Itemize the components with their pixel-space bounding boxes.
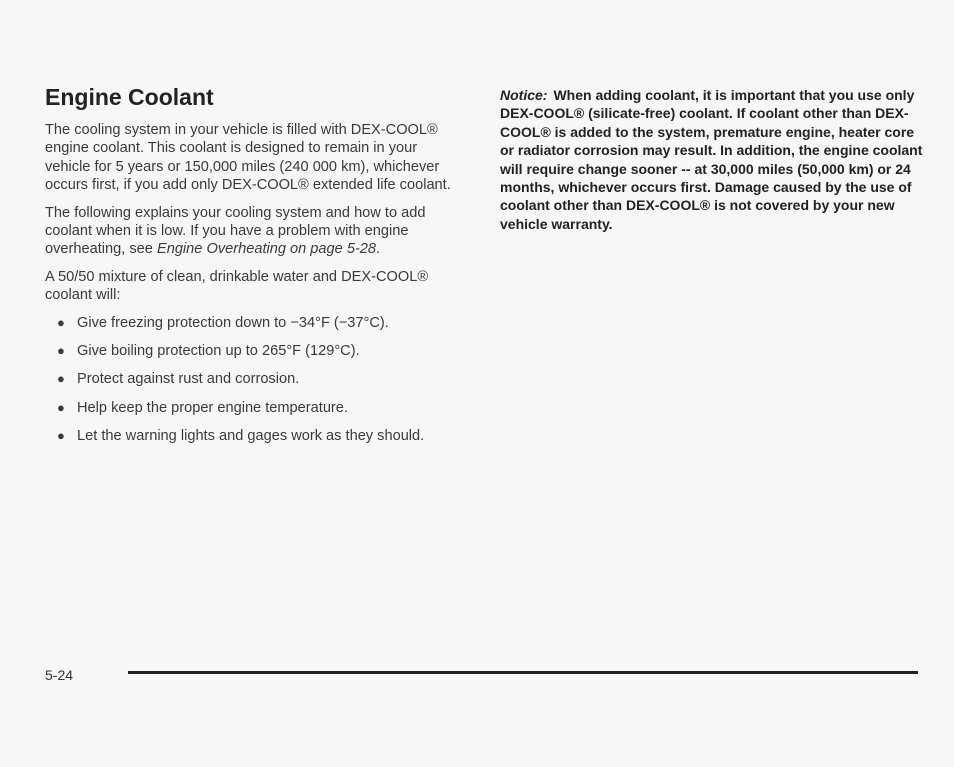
bullet-icon: ● xyxy=(57,371,65,387)
mixture-paragraph: A 50/50 mixture of clean, drinkable water and DEX-COOL® coolant will: xyxy=(45,268,429,304)
explanation-end: . xyxy=(376,241,381,258)
page-number: 5-24 xyxy=(45,667,74,683)
overheating-reference-link[interactable]: Engine Overheating on page 5-28 xyxy=(156,241,377,258)
left-column xyxy=(45,84,465,456)
list-item: ● Help keep the proper engine temperature. xyxy=(57,399,348,416)
page-title: Engine Coolant xyxy=(45,84,214,110)
footer-divider xyxy=(128,671,918,674)
list-item: ● Give boiling protection up to 265°F (129°C). xyxy=(57,343,360,360)
list-item: ● Protect against rust and corrosion. xyxy=(57,371,300,388)
bullet-icon: ● xyxy=(57,343,65,359)
list-item: ● Give freezing protection down to −34°F (−37°C). xyxy=(57,314,389,331)
bullet-icon: ● xyxy=(57,314,65,330)
bullet-icon: ● xyxy=(57,399,65,415)
intro-paragraph: The cooling system in your vehicle is filled with DEX-COOL® engine coolant. This coolant is designed to remain in your vehicle for 5 years or 150,000 miles (240 000 km), whichever occurs first, if you add only DEX-COOL® extended life coolant. xyxy=(45,122,451,194)
explanation-paragraph xyxy=(45,204,465,259)
benefits-list xyxy=(45,314,465,446)
explanation-text: The following explains your cooling system and how to add coolant when it is low. If you have a problem with engine overheating, see xyxy=(45,204,426,258)
right-column xyxy=(500,86,925,242)
notice-text: When adding coolant, it is important that you use only DEX-COOL® (silicate-free) coolant. If coolant other than DEX-COOL® is added to the system, premature engine, heater core or radiator corrosion may result. In addition, the engine coolant will require change sooner -- at 30,000 miles (50,000 km) or 24 months, whichever occurs first. Damage caused by the use of coolant other than DEX-COOL® is not covered by your new vehicle warranty. xyxy=(500,87,923,232)
notice-label: Notice: xyxy=(500,87,548,103)
list-item: ● Let the warning lights and gages work as they should. xyxy=(57,428,425,445)
notice-box xyxy=(500,86,925,233)
bullet-icon: ● xyxy=(57,428,65,444)
